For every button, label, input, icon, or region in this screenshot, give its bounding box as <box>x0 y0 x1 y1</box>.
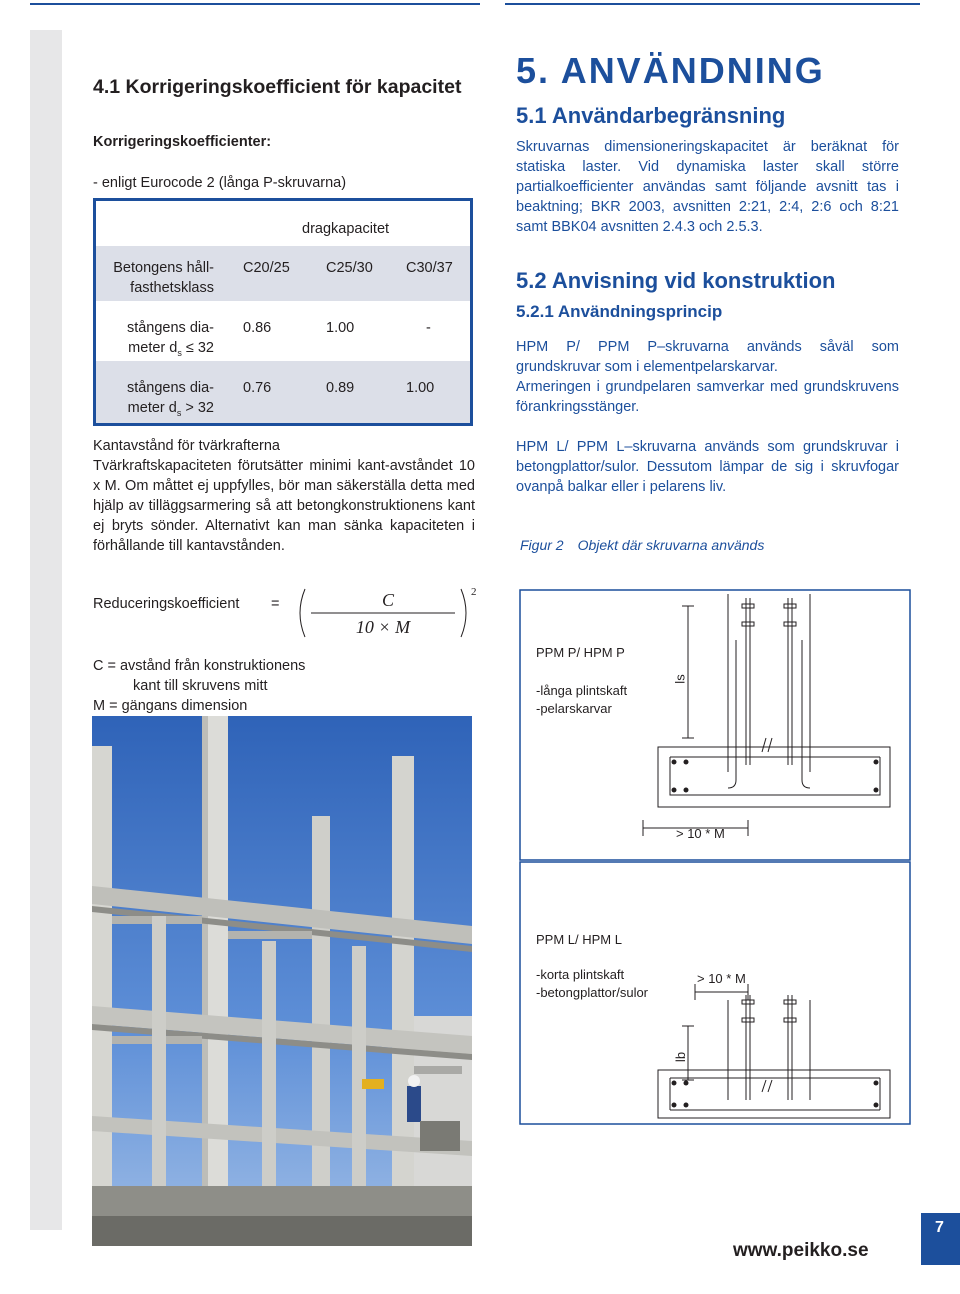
coefficient-table <box>93 198 473 426</box>
construction-photo <box>92 716 472 1246</box>
def-m: M = gängans dimension <box>93 698 248 714</box>
left-margin-band <box>0 30 62 1230</box>
formula-fraction <box>293 583 483 643</box>
page-number-box <box>921 1213 960 1265</box>
def-c-line2: kant till skruvens mitt <box>133 678 268 694</box>
cell-small-1: 0.86 <box>243 320 272 336</box>
top-rule <box>0 0 960 8</box>
top-rule-left <box>30 3 480 5</box>
row-label-large: stångens dia- meter $d_s > 32$ <box>126 380 214 418</box>
diagram-l-line1: -korta plintskaft <box>536 967 625 982</box>
paragraph-5-2-1b: Armeringen i grundpelaren samverkar med grundskruvens förankringsstänger. <box>516 379 899 415</box>
row-label-class: Betongens håll- fasthetsklass <box>113 260 214 296</box>
eurocode-note: - enligt Eurocode 2 (långa P-skruvarna) <box>93 175 347 191</box>
page-number: 7 <box>935 1219 944 1236</box>
def-c-line1: C = avstånd från konstruktionens <box>93 658 306 674</box>
top-rule-right <box>505 3 920 5</box>
section-title-4-1: 4.1 Korrigeringskoefficient för kapacitet <box>93 76 462 98</box>
table-row-small-diameter <box>96 301 470 361</box>
formula-label: Reduceringskoefficient <box>93 596 240 612</box>
formula-definitions <box>93 656 305 716</box>
heading-5-1: 5.1 Användarbegränsning <box>516 103 786 128</box>
table-row-large-diameter <box>96 361 470 423</box>
diagram-p-line2: -pelarskarvar <box>536 701 612 716</box>
edge-distance-paragraph: Tvärkraftskapaciteten förutsätter minimi kant-avståndet 10 x M. Om måttet ej uppfylles, bör man säkerställa detta med hjälp av tilläggsarmering så att betongkonstruktionens kant ej bryts sönder. Alternativt kan man sänka kapaciteten i förhållande till kantavstånden. <box>93 458 475 554</box>
table-row-class <box>96 246 470 301</box>
formula-numerator: C <box>381 590 395 610</box>
cell-class-1: C20/25 <box>243 260 290 276</box>
cell-class-3: C30/37 <box>406 260 453 276</box>
section-title-5: 5. ANVÄNDNING <box>516 50 825 91</box>
row-label-small: stångens dia- meter $d_s \le 32$ <box>126 320 214 358</box>
diagram-p-dim: ls <box>672 674 688 684</box>
figure-number: Figur 2 <box>520 537 564 553</box>
figure-text: Objekt där skruvarna används <box>577 537 765 553</box>
diagram-l-title: PPM L/ HPM L <box>536 932 622 947</box>
paragraph-5-2-1a: HPM P/ PPM P–skruvarna används såväl som grundskruvar som i elementpelarskarvar. <box>516 339 899 375</box>
heading-5-2: 5.2 Anvisning vid konstruktion <box>516 268 836 293</box>
formula-exponent: 2 <box>471 586 477 598</box>
cell-class-2: C25/30 <box>326 260 373 276</box>
cell-large-3: 1.00 <box>406 380 435 396</box>
cell-small-2: 1.00 <box>326 320 355 336</box>
diagram-l-edge: > 10 * M <box>697 971 746 986</box>
subheading: Korrigeringskoefficienter: <box>93 134 272 150</box>
reduction-formula <box>93 583 478 643</box>
footer-url: www.peikko.se <box>733 1240 869 1261</box>
table-header <box>96 201 470 246</box>
cell-small-3: - <box>426 320 431 336</box>
diagram-l-dim: lb <box>673 1051 689 1063</box>
cell-large-1: 0.76 <box>243 380 272 396</box>
diagram-p-edge: > 10 * M <box>676 826 725 841</box>
diagram-p-title: PPM P/ HPM P <box>536 645 625 660</box>
diagram-l-line2: -betongplattor/sulor <box>536 985 649 1000</box>
formula-denominator: 10 × M <box>355 617 411 637</box>
figure-caption <box>520 537 778 553</box>
edge-distance-heading: Kantavstånd för tvärkrafterna <box>93 438 280 454</box>
diagram-p-line1: -långa plintskaft <box>536 683 628 698</box>
heading-5-2-1: 5.2.1 Användningsprincip <box>516 302 723 321</box>
formula-equals: = <box>271 596 280 612</box>
cell-large-2: 0.89 <box>326 380 355 396</box>
usage-diagram <box>510 580 920 1135</box>
paragraph-5-1: Skruvarnas dimensioneringskapacitet är beräknat för statiska laster. Vid dynamiska laster skall större partialkoefficienter användas samt följande avsnitt tas i beaktning; BKR 2003, avsnitten 2:21, 2:4, 2:6 och 8:21 samt BBK04 avsnitten 2.4.3 och 2.5.3. <box>516 139 899 235</box>
paragraph-5-2-1c: HPM L/ PPM L–skruvarna används som grundskruvar i betongplattor/sulor. Dessutom lämpar de sig i skruvfogar ovanpå balkar eller i pelarens liv. <box>516 439 899 495</box>
table-header-label: dragkapacitet <box>302 221 390 237</box>
